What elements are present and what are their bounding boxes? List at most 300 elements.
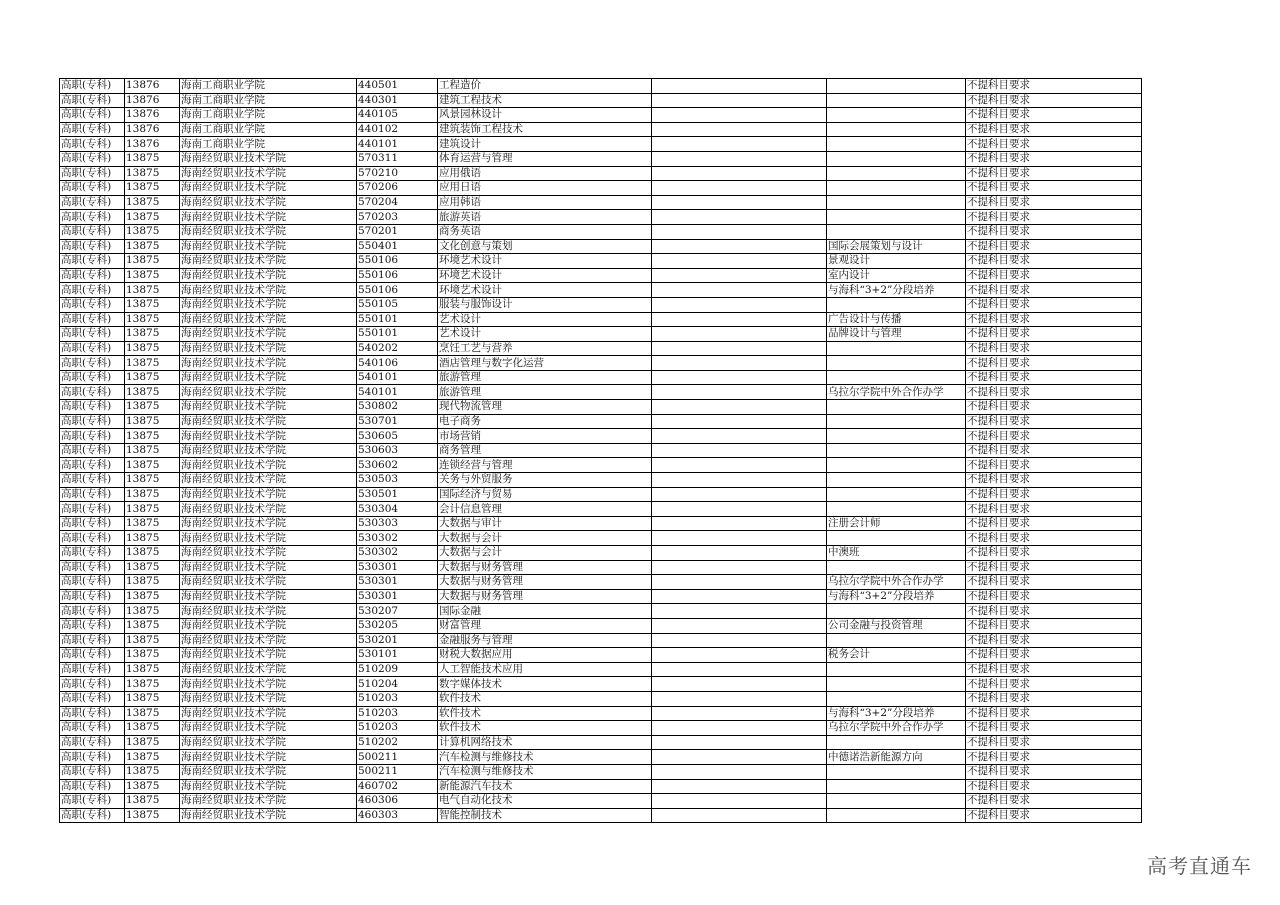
level-cell: 高职(专科) <box>60 108 125 123</box>
level-cell: 高职(专科) <box>60 487 125 502</box>
code-cell: 13875 <box>125 224 180 239</box>
code-cell: 13875 <box>125 181 180 196</box>
note-cell <box>652 458 827 473</box>
note-cell <box>652 721 827 736</box>
direction-cell <box>827 166 966 181</box>
major-code-cell: 570201 <box>357 224 438 239</box>
subject-req-cell: 不提科目要求 <box>966 79 1142 94</box>
code-cell: 13875 <box>125 327 180 342</box>
note-cell <box>652 370 827 385</box>
subject-req-cell: 不提科目要求 <box>966 254 1142 269</box>
code-cell: 13875 <box>125 648 180 663</box>
major-name-cell: 智能控制技术 <box>438 808 652 823</box>
school-cell: 海南经贸职业技术学院 <box>180 370 357 385</box>
note-cell <box>652 400 827 415</box>
level-cell: 高职(专科) <box>60 764 125 779</box>
table-row <box>60 677 1142 692</box>
major-code-cell: 510202 <box>357 735 438 750</box>
subject-req-cell: 不提科目要求 <box>966 633 1142 648</box>
table-row <box>60 283 1142 298</box>
level-cell: 高职(专科) <box>60 297 125 312</box>
code-cell: 13875 <box>125 210 180 225</box>
table-row <box>60 589 1142 604</box>
level-cell: 高职(专科) <box>60 531 125 546</box>
code-cell: 13875 <box>125 706 180 721</box>
table-row <box>60 443 1142 458</box>
major-name-cell: 工程造价 <box>438 79 652 94</box>
major-name-cell: 大数据与审计 <box>438 516 652 531</box>
table-row <box>60 458 1142 473</box>
table-row <box>60 312 1142 327</box>
major-name-cell: 艺术设计 <box>438 327 652 342</box>
major-code-cell: 500211 <box>357 750 438 765</box>
subject-req-cell: 不提科目要求 <box>966 370 1142 385</box>
admissions-table <box>59 78 1142 823</box>
major-name-cell: 应用韩语 <box>438 195 652 210</box>
table-row <box>60 414 1142 429</box>
note-cell <box>652 181 827 196</box>
note-cell <box>652 341 827 356</box>
major-code-cell: 510203 <box>357 706 438 721</box>
note-cell <box>652 356 827 371</box>
major-name-cell: 大数据与会计 <box>438 546 652 561</box>
note-cell <box>652 487 827 502</box>
direction-cell <box>827 633 966 648</box>
table-row <box>60 151 1142 166</box>
code-cell: 13875 <box>125 268 180 283</box>
note-cell <box>652 137 827 152</box>
subject-req-cell: 不提科目要求 <box>966 750 1142 765</box>
code-cell: 13875 <box>125 677 180 692</box>
note-cell <box>652 268 827 283</box>
level-cell: 高职(专科) <box>60 458 125 473</box>
direction-cell <box>827 224 966 239</box>
table-row <box>60 721 1142 736</box>
level-cell: 高职(专科) <box>60 794 125 809</box>
code-cell: 13875 <box>125 794 180 809</box>
code-cell: 13875 <box>125 502 180 517</box>
note-cell <box>652 297 827 312</box>
major-name-cell: 财税大数据应用 <box>438 648 652 663</box>
note-cell <box>652 546 827 561</box>
direction-cell <box>827 210 966 225</box>
table-row <box>60 93 1142 108</box>
direction-cell <box>827 662 966 677</box>
school-cell: 海南经贸职业技术学院 <box>180 166 357 181</box>
table-row <box>60 764 1142 779</box>
level-cell: 高职(专科) <box>60 122 125 137</box>
major-code-cell: 550101 <box>357 312 438 327</box>
table-row <box>60 502 1142 517</box>
level-cell: 高职(专科) <box>60 166 125 181</box>
direction-cell <box>827 341 966 356</box>
major-name-cell: 现代物流管理 <box>438 400 652 415</box>
level-cell: 高职(专科) <box>60 706 125 721</box>
note-cell <box>652 589 827 604</box>
code-cell: 13875 <box>125 429 180 444</box>
major-code-cell: 530303 <box>357 516 438 531</box>
level-cell: 高职(专科) <box>60 356 125 371</box>
code-cell: 13875 <box>125 808 180 823</box>
direction-cell: 乌拉尔学院中外合作办学 <box>827 721 966 736</box>
note-cell <box>652 224 827 239</box>
note-cell <box>652 195 827 210</box>
school-cell: 海南经贸职业技术学院 <box>180 735 357 750</box>
direction-cell <box>827 502 966 517</box>
level-cell: 高职(专科) <box>60 327 125 342</box>
direction-cell <box>827 443 966 458</box>
major-code-cell: 550106 <box>357 283 438 298</box>
level-cell: 高职(专科) <box>60 648 125 663</box>
code-cell: 13876 <box>125 108 180 123</box>
major-name-cell: 旅游英语 <box>438 210 652 225</box>
note-cell <box>652 735 827 750</box>
table-row <box>60 137 1142 152</box>
code-cell: 13875 <box>125 458 180 473</box>
code-cell: 13875 <box>125 312 180 327</box>
school-cell: 海南经贸职业技术学院 <box>180 341 357 356</box>
subject-req-cell: 不提科目要求 <box>966 166 1142 181</box>
direction-cell <box>827 604 966 619</box>
table-row <box>60 210 1142 225</box>
direction-cell: 与海科“3+2”分段培养 <box>827 589 966 604</box>
code-cell: 13875 <box>125 750 180 765</box>
major-code-cell: 530603 <box>357 443 438 458</box>
major-name-cell: 大数据与财务管理 <box>438 560 652 575</box>
note-cell <box>652 648 827 663</box>
major-code-cell: 510204 <box>357 677 438 692</box>
note-cell <box>652 166 827 181</box>
school-cell: 海南经贸职业技术学院 <box>180 429 357 444</box>
direction-cell <box>827 808 966 823</box>
direction-cell <box>827 356 966 371</box>
note-cell <box>652 502 827 517</box>
direction-cell: 与海科“3+2”分段培养 <box>827 706 966 721</box>
note-cell <box>652 151 827 166</box>
direction-cell <box>827 691 966 706</box>
code-cell: 13876 <box>125 93 180 108</box>
subject-req-cell: 不提科目要求 <box>966 122 1142 137</box>
subject-req-cell: 不提科目要求 <box>966 560 1142 575</box>
school-cell: 海南经贸职业技术学院 <box>180 764 357 779</box>
subject-req-cell: 不提科目要求 <box>966 181 1142 196</box>
direction-cell: 中德诺浩新能源方向 <box>827 750 966 765</box>
major-name-cell: 汽车检测与维修技术 <box>438 750 652 765</box>
subject-req-cell: 不提科目要求 <box>966 691 1142 706</box>
subject-req-cell: 不提科目要求 <box>966 268 1142 283</box>
code-cell: 13875 <box>125 560 180 575</box>
level-cell: 高职(专科) <box>60 370 125 385</box>
code-cell: 13875 <box>125 575 180 590</box>
major-code-cell: 440101 <box>357 137 438 152</box>
major-code-cell: 440105 <box>357 108 438 123</box>
subject-req-cell: 不提科目要求 <box>966 794 1142 809</box>
direction-cell <box>827 487 966 502</box>
major-name-cell: 旅游管理 <box>438 385 652 400</box>
direction-cell: 注册会计师 <box>827 516 966 531</box>
major-code-cell: 530302 <box>357 546 438 561</box>
school-cell: 海南经贸职业技术学院 <box>180 721 357 736</box>
school-cell: 海南经贸职业技术学院 <box>180 327 357 342</box>
subject-req-cell: 不提科目要求 <box>966 531 1142 546</box>
note-cell <box>652 122 827 137</box>
direction-cell: 品牌设计与管理 <box>827 327 966 342</box>
major-code-cell: 530301 <box>357 589 438 604</box>
subject-req-cell: 不提科目要求 <box>966 239 1142 254</box>
major-code-cell: 440301 <box>357 93 438 108</box>
level-cell: 高职(专科) <box>60 283 125 298</box>
code-cell: 13875 <box>125 385 180 400</box>
major-name-cell: 国际金融 <box>438 604 652 619</box>
major-name-cell: 环境艺术设计 <box>438 268 652 283</box>
major-name-cell: 电子商务 <box>438 414 652 429</box>
level-cell: 高职(专科) <box>60 604 125 619</box>
direction-cell <box>827 677 966 692</box>
table-row <box>60 618 1142 633</box>
major-name-cell: 应用俄语 <box>438 166 652 181</box>
note-cell <box>652 254 827 269</box>
major-name-cell: 计算机网络技术 <box>438 735 652 750</box>
school-cell: 海南经贸职业技术学院 <box>180 633 357 648</box>
direction-cell: 室内设计 <box>827 268 966 283</box>
subject-req-cell: 不提科目要求 <box>966 108 1142 123</box>
school-cell: 海南经贸职业技术学院 <box>180 589 357 604</box>
table-row <box>60 356 1142 371</box>
major-code-cell: 530304 <box>357 502 438 517</box>
major-name-cell: 关务与外贸服务 <box>438 473 652 488</box>
subject-req-cell: 不提科目要求 <box>966 429 1142 444</box>
code-cell: 13875 <box>125 487 180 502</box>
direction-cell <box>827 794 966 809</box>
major-name-cell: 电气自动化技术 <box>438 794 652 809</box>
major-code-cell: 460306 <box>357 794 438 809</box>
level-cell: 高职(专科) <box>60 268 125 283</box>
school-cell: 海南经贸职业技术学院 <box>180 283 357 298</box>
note-cell <box>652 79 827 94</box>
table-row <box>60 195 1142 210</box>
table-row <box>60 516 1142 531</box>
major-name-cell: 数字媒体技术 <box>438 677 652 692</box>
note-cell <box>652 327 827 342</box>
subject-req-cell: 不提科目要求 <box>966 327 1142 342</box>
table-row <box>60 268 1142 283</box>
direction-cell <box>827 735 966 750</box>
school-cell: 海南经贸职业技术学院 <box>180 487 357 502</box>
major-code-cell: 530501 <box>357 487 438 502</box>
major-code-cell: 530205 <box>357 618 438 633</box>
table-row <box>60 239 1142 254</box>
table-row <box>60 327 1142 342</box>
table-row <box>60 254 1142 269</box>
major-name-cell: 商务英语 <box>438 224 652 239</box>
subject-req-cell: 不提科目要求 <box>966 195 1142 210</box>
level-cell: 高职(专科) <box>60 502 125 517</box>
subject-req-cell: 不提科目要求 <box>966 151 1142 166</box>
table-row <box>60 224 1142 239</box>
major-name-cell: 新能源汽车技术 <box>438 779 652 794</box>
school-cell: 海南经贸职业技术学院 <box>180 400 357 415</box>
direction-cell <box>827 79 966 94</box>
table-row <box>60 779 1142 794</box>
major-name-cell: 建筑设计 <box>438 137 652 152</box>
subject-req-cell: 不提科目要求 <box>966 764 1142 779</box>
table-row <box>60 473 1142 488</box>
code-cell: 13875 <box>125 151 180 166</box>
major-name-cell: 金融服务与管理 <box>438 633 652 648</box>
subject-req-cell: 不提科目要求 <box>966 648 1142 663</box>
direction-cell <box>827 414 966 429</box>
code-cell: 13875 <box>125 473 180 488</box>
school-cell: 海南经贸职业技术学院 <box>180 706 357 721</box>
note-cell <box>652 706 827 721</box>
code-cell: 13875 <box>125 254 180 269</box>
level-cell: 高职(专科) <box>60 633 125 648</box>
subject-req-cell: 不提科目要求 <box>966 297 1142 312</box>
school-cell: 海南工商职业学院 <box>180 108 357 123</box>
school-cell: 海南经贸职业技术学院 <box>180 356 357 371</box>
major-code-cell: 550105 <box>357 297 438 312</box>
code-cell: 13875 <box>125 341 180 356</box>
table-row <box>60 575 1142 590</box>
note-cell <box>652 677 827 692</box>
note-cell <box>652 473 827 488</box>
subject-req-cell: 不提科目要求 <box>966 443 1142 458</box>
major-name-cell: 艺术设计 <box>438 312 652 327</box>
major-code-cell: 550101 <box>357 327 438 342</box>
subject-req-cell: 不提科目要求 <box>966 677 1142 692</box>
code-cell: 13875 <box>125 764 180 779</box>
subject-req-cell: 不提科目要求 <box>966 575 1142 590</box>
major-name-cell: 软件技术 <box>438 691 652 706</box>
code-cell: 13875 <box>125 531 180 546</box>
direction-cell <box>827 122 966 137</box>
table-row <box>60 370 1142 385</box>
code-cell: 13875 <box>125 662 180 677</box>
code-cell: 13875 <box>125 589 180 604</box>
direction-cell <box>827 370 966 385</box>
direction-cell: 乌拉尔学院中外合作办学 <box>827 385 966 400</box>
note-cell <box>652 604 827 619</box>
major-name-cell: 文化创意与策划 <box>438 239 652 254</box>
subject-req-cell: 不提科目要求 <box>966 721 1142 736</box>
direction-cell: 景观设计 <box>827 254 966 269</box>
school-cell: 海南经贸职业技术学院 <box>180 750 357 765</box>
code-cell: 13875 <box>125 735 180 750</box>
major-name-cell: 风景园林设计 <box>438 108 652 123</box>
direction-cell <box>827 108 966 123</box>
direction-cell <box>827 400 966 415</box>
direction-cell: 公司金融与投资管理 <box>827 618 966 633</box>
major-code-cell: 540101 <box>357 370 438 385</box>
subject-req-cell: 不提科目要求 <box>966 808 1142 823</box>
table-row <box>60 108 1142 123</box>
major-name-cell: 国际经济与贸易 <box>438 487 652 502</box>
major-name-cell: 酒店管理与数字化运营 <box>438 356 652 371</box>
school-cell: 海南经贸职业技术学院 <box>180 224 357 239</box>
school-cell: 海南经贸职业技术学院 <box>180 546 357 561</box>
table-row <box>60 706 1142 721</box>
level-cell: 高职(专科) <box>60 151 125 166</box>
code-cell: 13875 <box>125 618 180 633</box>
code-cell: 13875 <box>125 414 180 429</box>
level-cell: 高职(专科) <box>60 254 125 269</box>
school-cell: 海南工商职业学院 <box>180 137 357 152</box>
major-code-cell: 460702 <box>357 779 438 794</box>
major-code-cell: 530701 <box>357 414 438 429</box>
level-cell: 高职(专科) <box>60 414 125 429</box>
table-row <box>60 122 1142 137</box>
major-code-cell: 530301 <box>357 560 438 575</box>
major-name-cell: 建筑工程技术 <box>438 93 652 108</box>
code-cell: 13875 <box>125 546 180 561</box>
major-code-cell: 530302 <box>357 531 438 546</box>
note-cell <box>652 312 827 327</box>
major-name-cell: 大数据与财务管理 <box>438 575 652 590</box>
major-name-cell: 大数据与会计 <box>438 531 652 546</box>
school-cell: 海南经贸职业技术学院 <box>180 691 357 706</box>
major-code-cell: 510203 <box>357 721 438 736</box>
major-code-cell: 530207 <box>357 604 438 619</box>
subject-req-cell: 不提科目要求 <box>966 312 1142 327</box>
subject-req-cell: 不提科目要求 <box>966 414 1142 429</box>
school-cell: 海南经贸职业技术学院 <box>180 560 357 575</box>
subject-req-cell: 不提科目要求 <box>966 779 1142 794</box>
direction-cell: 税务会计 <box>827 648 966 663</box>
level-cell: 高职(专科) <box>60 677 125 692</box>
major-name-cell: 烹饪工艺与营养 <box>438 341 652 356</box>
subject-req-cell: 不提科目要求 <box>966 502 1142 517</box>
subject-req-cell: 不提科目要求 <box>966 137 1142 152</box>
direction-cell <box>827 429 966 444</box>
major-code-cell: 440102 <box>357 122 438 137</box>
table-row <box>60 531 1142 546</box>
major-name-cell: 连锁经营与管理 <box>438 458 652 473</box>
table-row <box>60 400 1142 415</box>
note-cell <box>652 662 827 677</box>
level-cell: 高职(专科) <box>60 589 125 604</box>
subject-req-cell: 不提科目要求 <box>966 210 1142 225</box>
table-row <box>60 662 1142 677</box>
level-cell: 高职(专科) <box>60 224 125 239</box>
subject-req-cell: 不提科目要求 <box>966 735 1142 750</box>
table-row <box>60 560 1142 575</box>
major-name-cell: 人工智能技术应用 <box>438 662 652 677</box>
code-cell: 13875 <box>125 239 180 254</box>
level-cell: 高职(专科) <box>60 137 125 152</box>
note-cell <box>652 108 827 123</box>
level-cell: 高职(专科) <box>60 662 125 677</box>
note-cell <box>652 575 827 590</box>
school-cell: 海南经贸职业技术学院 <box>180 677 357 692</box>
code-cell: 13875 <box>125 516 180 531</box>
note-cell <box>652 618 827 633</box>
code-cell: 13875 <box>125 297 180 312</box>
table-row <box>60 487 1142 502</box>
major-name-cell: 汽车检测与维修技术 <box>438 764 652 779</box>
major-name-cell: 应用日语 <box>438 181 652 196</box>
major-code-cell: 510209 <box>357 662 438 677</box>
code-cell: 13875 <box>125 691 180 706</box>
subject-req-cell: 不提科目要求 <box>966 283 1142 298</box>
school-cell: 海南经贸职业技术学院 <box>180 151 357 166</box>
note-cell <box>652 414 827 429</box>
code-cell: 13875 <box>125 356 180 371</box>
direction-cell <box>827 560 966 575</box>
note-cell <box>652 764 827 779</box>
table-row <box>60 750 1142 765</box>
major-code-cell: 530605 <box>357 429 438 444</box>
major-code-cell: 550106 <box>357 254 438 269</box>
